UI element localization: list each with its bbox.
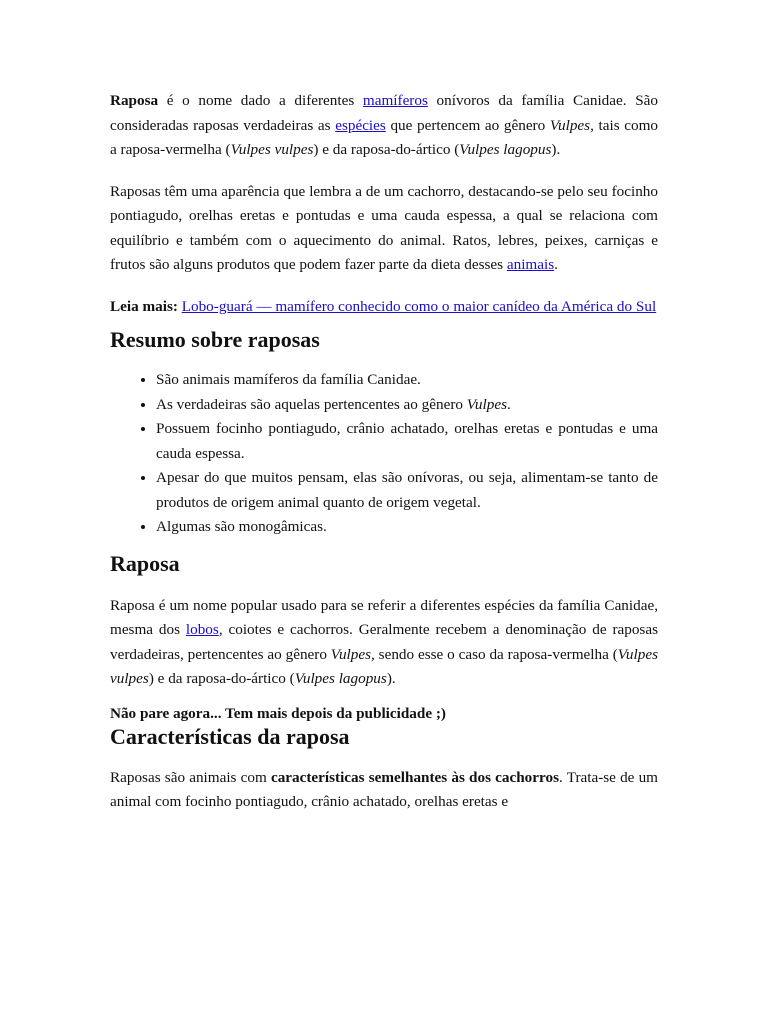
text-span: Raposa é um nome popular usado para se referir a diferentes espécies da família Canidae, mesma dos <box>110 596 658 638</box>
italic-vulpes-lagopus: Vulpes lagopus <box>294 670 387 687</box>
bold-emphasis: características semelhantes às dos cachorros <box>270 768 559 786</box>
read-more <box>110 295 658 320</box>
link-mamiferos[interactable]: mamíferos <box>362 92 428 109</box>
link-lobos[interactable]: lobos <box>185 621 219 638</box>
italic-vulpes: Vulpes, <box>549 116 594 134</box>
read-more-label: Leia mais: <box>110 297 178 315</box>
list-item: • São animais mamíferos da família Canidae. <box>156 368 658 393</box>
text-span: ) e da raposa-do-ártico ( <box>313 141 460 158</box>
text-span: . <box>507 395 511 413</box>
ad-notice: Não pare agora... Tem mais depois da publicidade ;) <box>110 704 446 722</box>
appearance-paragraph <box>110 180 658 278</box>
text-span: ). <box>551 141 561 158</box>
italic-vulpes: Vulpes <box>466 395 507 413</box>
text-span: Raposas são animais com <box>110 768 271 786</box>
text-span: tais como a raposa-vermelha ( <box>110 116 658 158</box>
text-span: ) e da raposa-do-ártico ( <box>148 670 295 687</box>
link-animais[interactable]: animais <box>506 256 555 273</box>
intro-paragraph <box>110 89 658 163</box>
text-span: onívoros da família Canidae. São consideradas raposas verdadeiras as <box>110 92 658 134</box>
term-raposa: Raposa <box>110 92 159 109</box>
text-span: . <box>554 256 558 273</box>
text-span: . Trata-se de um animal com focinho pontiagudo, crânio achatado, orelhas eretas e <box>110 768 658 810</box>
italic-vulpes-vulpes: Vulpes vulpes <box>110 645 658 687</box>
text-span: Raposas têm uma aparência que lembra a de um cachorro, destacando-se pelo seu focinho pontiagudo, orelhas eretas e pontudas e uma cauda espessa, a qual se relaciona com equilíbrio e também com o aquecimento do animal. Ratos, lebres, peixes, carniças e frutos são alguns produtos que podem fazer parte da dieta desses <box>110 182 658 273</box>
list-item: • Possuem focinho pontiagudo, crânio achatado, orelhas eretas e pontudas e uma cauda espessa. <box>156 417 658 466</box>
italic-vulpes: Vulpes, <box>330 645 375 663</box>
heading-raposa: Raposa <box>110 550 180 576</box>
raposa-paragraph <box>110 594 658 692</box>
list-item <box>156 393 658 418</box>
text-span: que pertencem ao gênero <box>385 116 550 134</box>
heading-caracteristicas: Características da raposa <box>110 723 350 749</box>
summary-list <box>110 368 658 540</box>
text-span: As verdadeiras são aquelas pertencentes ao gênero <box>156 395 467 413</box>
text-span: sendo esse o caso da raposa-vermelha ( <box>374 645 618 663</box>
characteristics-paragraph <box>110 766 658 815</box>
link-lobo-guara[interactable]: Lobo-guará — mamífero conhecido como o maior canídeo da América do Sul <box>181 297 657 315</box>
italic-vulpes-vulpes: Vulpes vulpes <box>230 141 314 158</box>
link-especies[interactable]: espécies <box>335 116 386 134</box>
heading-resumo: Resumo sobre raposas <box>110 327 320 352</box>
list-item: • Apesar do que muitos pensam, elas são onívoras, ou seja, alimentam-se tanto de produtos de origem animal quanto de origem vegetal. <box>156 466 658 515</box>
text-span: é o nome dado a diferentes <box>158 92 363 109</box>
italic-vulpes-lagopus: Vulpes lagopus <box>459 141 552 158</box>
text-span: , coiotes e cachorros. Geralmente recebem a denominação de raposas verdadeiras, pertencentes ao gênero <box>110 621 658 663</box>
article-body <box>110 89 658 815</box>
list-item: • Algumas são monogâmicas. <box>156 515 658 540</box>
text-span: ). <box>386 670 396 687</box>
